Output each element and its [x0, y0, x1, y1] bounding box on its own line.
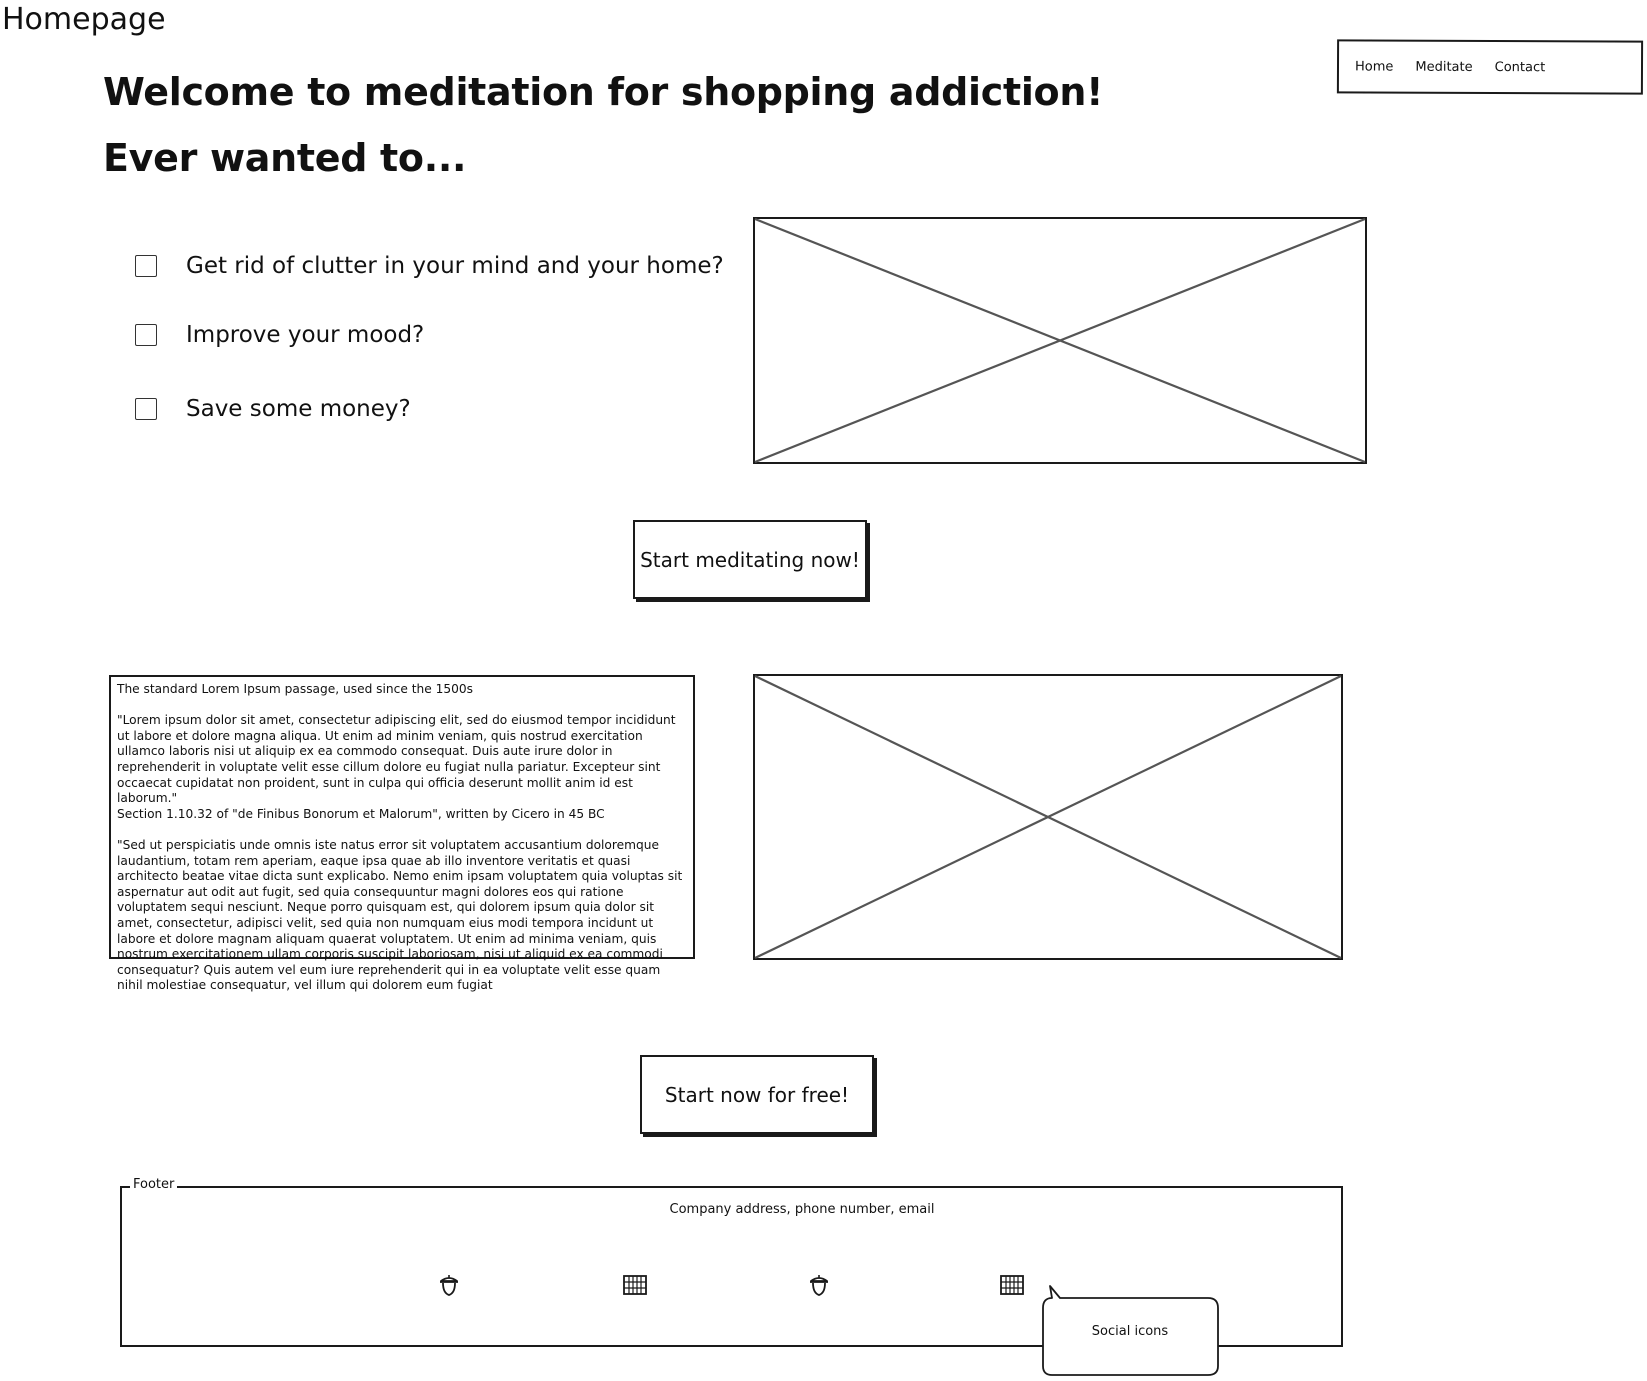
nav-link-home[interactable]: Home [1354, 58, 1394, 75]
checklist-item [135, 253, 724, 279]
image-placeholder-middle [753, 674, 1343, 960]
checkbox-mood[interactable] [135, 324, 157, 346]
footer-legend: Footer [130, 1176, 177, 1194]
page-subtitle: Ever wanted to... [103, 136, 467, 180]
checklist-item [135, 322, 424, 348]
acorn-icon[interactable] [436, 1272, 462, 1298]
checkbox-money[interactable] [135, 398, 157, 420]
checklist-label: Save some money? [186, 396, 411, 422]
image-placeholder-cross [755, 219, 1365, 462]
footer-contact-info: Company address, phone number, email [669, 1202, 935, 1217]
lorem-text-area[interactable] [109, 675, 695, 993]
checklist-item [135, 396, 411, 422]
page-title: Welcome to meditation for shopping addiction! [103, 70, 1104, 114]
lorem-quote-1: "Lorem ipsum dolor sit amet, consectetur adipiscing elit, sed do eiusmod tempor incididunt ut labore et dolore magna aliqua. Ut enim ad minim veniam, quis nostrud exercitation ullamco laboris nisi ut aliquip ex ea commodo consequat. Duis aute irure dolor in reprehenderit in voluptate velit esse cillum dolore eu fugiat nulla pariatur. Excepteur sint occaecat cupidatat non proident, sunt in culpa qui officia deserunt mollit anim id est laborum." [117, 713, 676, 806]
image-placeholder-top [753, 217, 1367, 464]
lorem-section: Section 1.10.32 of "de Finibus Bonorum et Malorum", written by Cicero in 45 BC [117, 806, 605, 821]
start-free-button[interactable]: Start now for free! [640, 1055, 874, 1134]
social-icons-callout [1040, 1298, 1223, 1377]
callout-text: Social icons [1091, 1324, 1169, 1339]
checklist-label: Get rid of clutter in your mind and your home? [186, 253, 724, 279]
acorn-icon[interactable] [806, 1272, 832, 1298]
page-label: Homepage [2, 2, 166, 37]
abacus-icon[interactable] [999, 1272, 1025, 1298]
lorem-heading: The standard Lorem Ipsum passage, used since the 1500s [117, 682, 473, 696]
checkbox-clutter[interactable] [135, 255, 157, 277]
top-nav [1337, 39, 1643, 94]
start-meditating-button[interactable]: Start meditating now! [633, 520, 867, 599]
image-placeholder-cross [755, 676, 1341, 958]
checklist-label: Improve your mood? [186, 322, 425, 348]
nav-link-contact[interactable]: Contact [1494, 59, 1546, 75]
nav-link-meditate[interactable]: Meditate [1415, 59, 1473, 75]
abacus-icon[interactable] [622, 1272, 648, 1298]
lorem-quote-2: "Sed ut perspiciatis unde omnis iste natus error sit voluptatem accusantium doloremque laudantium, totam rem aperiam, eaque ipsa quae ab illo inventore veritatis et quasi architecto beatae vitae dicta sunt explicabo. Nemo enim ipsam voluptatem quia voluptas sit aspernatur aut odit aut fugit, sed quia consequuntur magni dolores eos qui ratione voluptatem sequi nesciunt. Neque porro quisquam est, qui dolorem ipsum quia dolor sit amet, consectetur, adipisci velit, sed quia non numquam eius modi tempora incidunt ut labore et dolore magnam aliquam quaerat voluptatem. Ut enim ad minima veniam, quis nostrum exercitationem ullam corporis suscipit laboriosam, nisi ut aliquid ex ea commodi consequatur? Quis autem vel eum iure reprehenderit qui in ea voluptate velit esse quam nihil molestiae consequatur, vel illum qui dolorem eum fugiat [117, 837, 683, 993]
